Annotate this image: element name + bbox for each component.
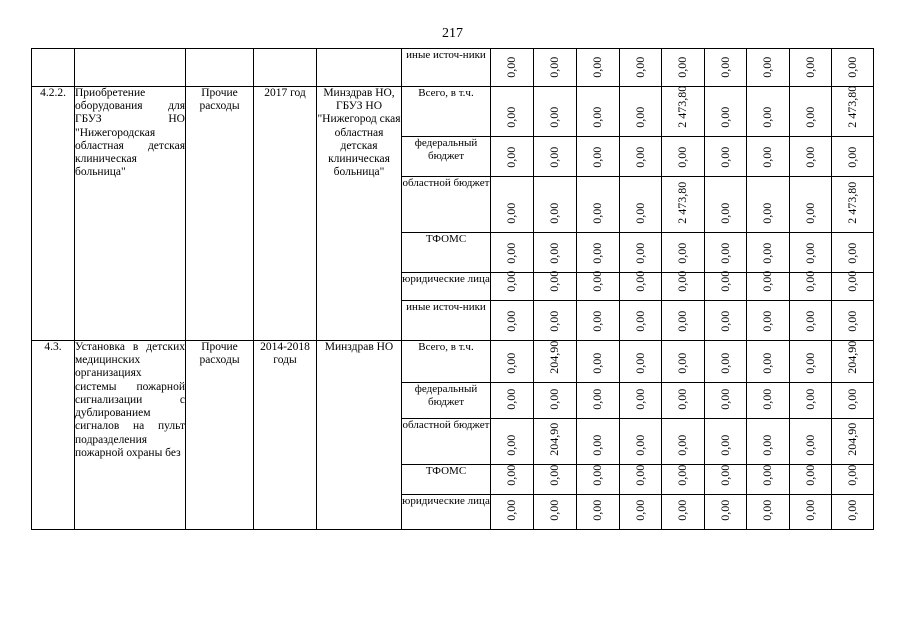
value-text: 0,00 bbox=[504, 147, 519, 168]
value-text: 0,00 bbox=[675, 57, 690, 78]
value-text: 0,00 bbox=[675, 311, 690, 332]
value-text: 0,00 bbox=[802, 465, 817, 486]
value-text: 0,00 bbox=[717, 57, 732, 78]
value-cell bbox=[491, 233, 534, 273]
value-text: 0,00 bbox=[590, 147, 605, 168]
value-cell bbox=[705, 273, 747, 301]
value-cell bbox=[620, 273, 662, 301]
value-cell bbox=[832, 301, 874, 341]
value-cell bbox=[534, 301, 577, 341]
value-text: 0,00 bbox=[504, 500, 519, 521]
value-cell bbox=[620, 137, 662, 177]
value-cell bbox=[832, 465, 874, 495]
value-cell bbox=[832, 341, 874, 383]
value-text: 0,00 bbox=[590, 465, 605, 486]
value-cell bbox=[662, 419, 705, 465]
value-text: 0,00 bbox=[590, 435, 605, 456]
value-text: 0,00 bbox=[844, 465, 859, 486]
value-cell bbox=[577, 273, 620, 301]
value-text: 0,00 bbox=[675, 435, 690, 456]
value-text: 0,00 bbox=[632, 203, 647, 224]
value-cell bbox=[790, 341, 832, 383]
value-text: 0,00 bbox=[760, 465, 775, 486]
value-text: 0,00 bbox=[547, 107, 562, 128]
value-cell bbox=[662, 341, 705, 383]
value-text: 0,00 bbox=[504, 271, 519, 292]
value-cell bbox=[491, 383, 534, 419]
value-text: 0,00 bbox=[844, 311, 859, 332]
value-cell bbox=[577, 465, 620, 495]
value-text: 0,00 bbox=[590, 57, 605, 78]
value-cell bbox=[747, 383, 790, 419]
value-cell bbox=[790, 301, 832, 341]
value-text: 0,00 bbox=[717, 203, 732, 224]
value-text: 0,00 bbox=[802, 500, 817, 521]
value-cell bbox=[577, 495, 620, 530]
value-cell bbox=[620, 383, 662, 419]
value-text: 0,00 bbox=[632, 57, 647, 78]
value-text: 0,00 bbox=[504, 243, 519, 264]
value-text: 0,00 bbox=[717, 465, 732, 486]
value-text: 0,00 bbox=[760, 57, 775, 78]
value-cell bbox=[747, 87, 790, 137]
value-text: 0,00 bbox=[717, 271, 732, 292]
value-cell bbox=[534, 341, 577, 383]
value-cell bbox=[747, 419, 790, 465]
value-cell bbox=[491, 177, 534, 233]
source-cell: федеральный бюджет bbox=[402, 137, 491, 177]
expense-type: Прочие расходы bbox=[186, 87, 254, 341]
value-cell bbox=[662, 137, 705, 177]
value-text: 0,00 bbox=[760, 389, 775, 410]
value-cell bbox=[790, 273, 832, 301]
value-cell bbox=[747, 495, 790, 530]
value-cell bbox=[534, 465, 577, 495]
value-cell bbox=[534, 87, 577, 137]
value-text: 0,00 bbox=[632, 500, 647, 521]
source-cell: Всего, в т.ч. bbox=[402, 87, 491, 137]
value-text: 0,00 bbox=[504, 465, 519, 486]
value-text: 0,00 bbox=[675, 465, 690, 486]
value-text: 0,00 bbox=[675, 353, 690, 374]
value-text: 0,00 bbox=[504, 311, 519, 332]
executor: Минздрав НО bbox=[317, 341, 402, 530]
empty-cell bbox=[254, 49, 317, 87]
value-cell bbox=[705, 341, 747, 383]
value-text: 2 473,80 bbox=[844, 86, 859, 128]
value-cell bbox=[832, 177, 874, 233]
source-cell: иные источ-ники bbox=[402, 49, 491, 87]
source-cell: юридические лица bbox=[402, 273, 491, 301]
value-cell bbox=[491, 137, 534, 177]
value-cell bbox=[620, 233, 662, 273]
value-text: 0,00 bbox=[802, 147, 817, 168]
value-text: 0,00 bbox=[504, 389, 519, 410]
section-number: 4.3. bbox=[32, 341, 75, 530]
value-text: 0,00 bbox=[802, 107, 817, 128]
value-cell bbox=[832, 419, 874, 465]
value-cell bbox=[747, 465, 790, 495]
value-text: 0,00 bbox=[802, 435, 817, 456]
value-cell bbox=[790, 419, 832, 465]
value-cell bbox=[491, 49, 534, 87]
value-text: 0,00 bbox=[802, 57, 817, 78]
value-text: 0,00 bbox=[802, 243, 817, 264]
value-cell bbox=[491, 301, 534, 341]
value-text: 0,00 bbox=[590, 243, 605, 264]
value-cell bbox=[491, 341, 534, 383]
source-cell: федеральный бюджет bbox=[402, 383, 491, 419]
value-cell bbox=[491, 87, 534, 137]
value-text: 0,00 bbox=[675, 271, 690, 292]
value-cell bbox=[832, 233, 874, 273]
value-cell bbox=[620, 495, 662, 530]
value-cell bbox=[577, 419, 620, 465]
value-cell bbox=[662, 49, 705, 87]
table-row bbox=[32, 49, 874, 87]
value-text: 204,90 bbox=[547, 423, 562, 456]
value-text: 0,00 bbox=[802, 389, 817, 410]
empty-cell bbox=[32, 49, 75, 87]
value-cell bbox=[491, 419, 534, 465]
value-text: 0,00 bbox=[632, 389, 647, 410]
value-cell bbox=[705, 233, 747, 273]
page-number: 217 bbox=[442, 26, 463, 41]
value-cell bbox=[705, 87, 747, 137]
value-text: 0,00 bbox=[760, 353, 775, 374]
value-text: 0,00 bbox=[717, 243, 732, 264]
source-cell: областной бюджет bbox=[402, 177, 491, 233]
value-cell bbox=[577, 177, 620, 233]
value-cell bbox=[790, 495, 832, 530]
value-cell bbox=[534, 233, 577, 273]
value-text: 0,00 bbox=[717, 389, 732, 410]
value-text: 0,00 bbox=[717, 107, 732, 128]
value-cell bbox=[705, 383, 747, 419]
value-cell bbox=[577, 49, 620, 87]
value-cell bbox=[832, 273, 874, 301]
value-text: 0,00 bbox=[590, 203, 605, 224]
value-text: 0,00 bbox=[717, 311, 732, 332]
value-text: 0,00 bbox=[547, 271, 562, 292]
value-cell bbox=[832, 87, 874, 137]
value-text: 0,00 bbox=[760, 271, 775, 292]
value-text: 0,00 bbox=[590, 271, 605, 292]
table-row bbox=[32, 87, 874, 137]
value-text: 0,00 bbox=[547, 57, 562, 78]
value-text: 0,00 bbox=[632, 243, 647, 264]
value-cell bbox=[705, 465, 747, 495]
value-text: 0,00 bbox=[844, 271, 859, 292]
value-cell bbox=[662, 273, 705, 301]
value-text: 0,00 bbox=[547, 243, 562, 264]
value-text: 0,00 bbox=[675, 243, 690, 264]
value-text: 0,00 bbox=[844, 147, 859, 168]
source-cell: областной бюджет bbox=[402, 419, 491, 465]
value-text: 0,00 bbox=[675, 147, 690, 168]
value-cell bbox=[790, 177, 832, 233]
value-cell bbox=[534, 177, 577, 233]
value-text: 0,00 bbox=[802, 311, 817, 332]
value-cell bbox=[577, 301, 620, 341]
value-cell bbox=[491, 273, 534, 301]
expense-type: Прочие расходы bbox=[186, 341, 254, 530]
measure-name: Установка в детских медицинских организациях системы пожарной сигнализации с дублированием сигналов на пульт подразделения пожарной охраны без bbox=[75, 341, 186, 530]
value-cell bbox=[662, 383, 705, 419]
value-cell bbox=[790, 137, 832, 177]
period: 2014-2018 годы bbox=[254, 341, 317, 530]
value-text: 0,00 bbox=[504, 57, 519, 78]
empty-cell bbox=[75, 49, 186, 87]
value-cell bbox=[534, 383, 577, 419]
value-cell bbox=[577, 137, 620, 177]
executor: Минздрав НО, ГБУЗ НО "Нижегород ская областная детская клиническая больница" bbox=[317, 87, 402, 341]
empty-cell bbox=[317, 49, 402, 87]
value-text: 0,00 bbox=[590, 500, 605, 521]
source-cell: иные источ-ники bbox=[402, 301, 491, 341]
value-text: 0,00 bbox=[844, 57, 859, 78]
value-cell bbox=[747, 301, 790, 341]
value-cell bbox=[534, 49, 577, 87]
value-text: 0,00 bbox=[590, 311, 605, 332]
value-cell bbox=[662, 233, 705, 273]
value-cell bbox=[832, 137, 874, 177]
value-cell bbox=[705, 495, 747, 530]
value-cell bbox=[662, 301, 705, 341]
value-text: 0,00 bbox=[590, 353, 605, 374]
value-cell bbox=[662, 465, 705, 495]
value-cell bbox=[705, 137, 747, 177]
value-cell bbox=[577, 233, 620, 273]
value-text: 0,00 bbox=[675, 389, 690, 410]
value-cell bbox=[577, 341, 620, 383]
value-text: 0,00 bbox=[802, 271, 817, 292]
source-cell: юридические лица bbox=[402, 495, 491, 530]
value-cell bbox=[790, 465, 832, 495]
value-cell bbox=[620, 177, 662, 233]
value-cell bbox=[620, 419, 662, 465]
value-text: 0,00 bbox=[547, 465, 562, 486]
table-row bbox=[32, 341, 874, 383]
value-text: 0,00 bbox=[504, 203, 519, 224]
value-text: 0,00 bbox=[590, 107, 605, 128]
section-number: 4.2.2. bbox=[32, 87, 75, 341]
value-cell bbox=[534, 495, 577, 530]
source-cell: ТФОМС bbox=[402, 465, 491, 495]
value-text: 0,00 bbox=[802, 203, 817, 224]
value-cell bbox=[662, 495, 705, 530]
value-text: 0,00 bbox=[844, 500, 859, 521]
value-cell bbox=[620, 87, 662, 137]
value-text: 0,00 bbox=[844, 243, 859, 264]
value-text: 0,00 bbox=[547, 500, 562, 521]
source-cell: Всего, в т.ч. bbox=[402, 341, 491, 383]
measure-name: Приобретение оборудования для ГБУЗ НО "Нижегородская областная детская клиническая больница" bbox=[75, 87, 186, 341]
value-cell bbox=[534, 273, 577, 301]
value-cell bbox=[577, 383, 620, 419]
value-cell bbox=[705, 419, 747, 465]
value-text: 2 473,80 bbox=[844, 182, 859, 224]
value-cell bbox=[790, 383, 832, 419]
value-text: 0,00 bbox=[675, 500, 690, 521]
value-cell bbox=[747, 49, 790, 87]
value-text: 0,00 bbox=[632, 435, 647, 456]
value-text: 0,00 bbox=[717, 500, 732, 521]
value-text: 0,00 bbox=[504, 107, 519, 128]
value-cell bbox=[790, 87, 832, 137]
value-cell bbox=[491, 495, 534, 530]
value-cell bbox=[747, 273, 790, 301]
value-cell bbox=[662, 87, 705, 137]
empty-cell bbox=[186, 49, 254, 87]
value-text: 2 473,80 bbox=[675, 182, 690, 224]
funding-table bbox=[31, 48, 874, 530]
value-text: 0,00 bbox=[632, 271, 647, 292]
value-text: 0,00 bbox=[717, 435, 732, 456]
source-cell: ТФОМС bbox=[402, 233, 491, 273]
value-text: 0,00 bbox=[802, 353, 817, 374]
value-text: 0,00 bbox=[547, 147, 562, 168]
value-cell bbox=[747, 341, 790, 383]
value-cell bbox=[491, 465, 534, 495]
value-text: 204,90 bbox=[844, 341, 859, 374]
value-text: 0,00 bbox=[547, 389, 562, 410]
value-text: 0,00 bbox=[504, 435, 519, 456]
value-text: 2 473,80 bbox=[675, 86, 690, 128]
value-text: 0,00 bbox=[760, 107, 775, 128]
value-cell bbox=[577, 87, 620, 137]
value-cell bbox=[620, 341, 662, 383]
value-cell bbox=[705, 49, 747, 87]
value-cell bbox=[534, 137, 577, 177]
value-cell bbox=[620, 301, 662, 341]
value-cell bbox=[747, 137, 790, 177]
value-cell bbox=[534, 419, 577, 465]
value-cell bbox=[832, 49, 874, 87]
value-text: 0,00 bbox=[632, 353, 647, 374]
value-text: 0,00 bbox=[632, 311, 647, 332]
value-text: 0,00 bbox=[760, 147, 775, 168]
value-text: 0,00 bbox=[844, 389, 859, 410]
value-cell bbox=[790, 49, 832, 87]
value-cell bbox=[620, 465, 662, 495]
value-cell bbox=[747, 233, 790, 273]
value-text: 0,00 bbox=[547, 203, 562, 224]
value-text: 0,00 bbox=[632, 147, 647, 168]
value-text: 0,00 bbox=[760, 311, 775, 332]
period: 2017 год bbox=[254, 87, 317, 341]
value-text: 0,00 bbox=[632, 107, 647, 128]
value-text: 0,00 bbox=[717, 353, 732, 374]
value-cell bbox=[620, 49, 662, 87]
value-text: 204,90 bbox=[547, 341, 562, 374]
value-text: 0,00 bbox=[547, 311, 562, 332]
value-cell bbox=[790, 233, 832, 273]
value-text: 0,00 bbox=[632, 465, 647, 486]
value-cell bbox=[832, 383, 874, 419]
value-text: 0,00 bbox=[504, 353, 519, 374]
value-text: 0,00 bbox=[590, 389, 605, 410]
value-cell bbox=[705, 177, 747, 233]
value-text: 0,00 bbox=[760, 243, 775, 264]
value-cell bbox=[662, 177, 705, 233]
value-text: 0,00 bbox=[760, 203, 775, 224]
value-cell bbox=[705, 301, 747, 341]
value-text: 0,00 bbox=[717, 147, 732, 168]
value-cell bbox=[832, 495, 874, 530]
value-text: 204,90 bbox=[844, 423, 859, 456]
value-cell bbox=[747, 177, 790, 233]
value-text: 0,00 bbox=[760, 500, 775, 521]
value-text: 0,00 bbox=[760, 435, 775, 456]
